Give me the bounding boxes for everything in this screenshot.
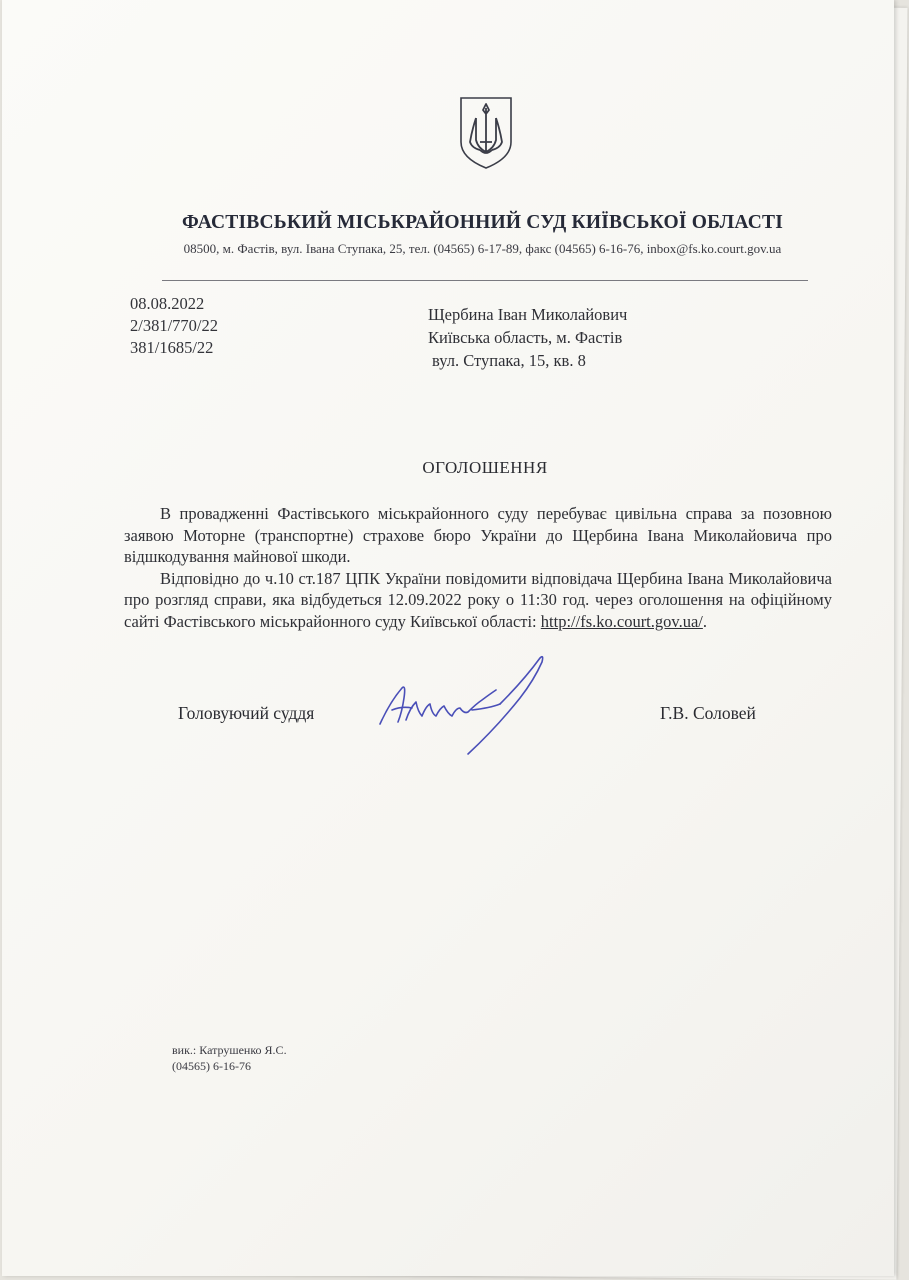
notice-paragraph-2-text: Відповідно до ч.10 ст.187 ЦПК України повідомити відповідача Щербина Івана Миколайовича про розгляд справи, яка відбудеться 12.09.2022 року о 11:30 год. через оголошення на офіційному сайті Фастівського міськрайонного суду Київської області: [124,568,832,631]
recipient-name: Щербина Іван Миколайович [428,305,628,324]
executor-phone: (04565) 6-16-76 [172,1059,251,1073]
recipient-block [428,303,627,372]
header-divider [162,280,808,281]
recipient-address-1: Київська область, м. Фастів [428,328,623,347]
notice-paragraph-2 [124,568,832,633]
notice-body [124,503,832,632]
recipient-address-2: вул. Ступака, 15, кв. 8 [432,351,586,370]
signer-role: Головуючий суддя [178,703,315,723]
notice-paragraph-1: В провадженні Фастівського міськрайонного суду перебуває цивільна справа за позовною заявою Моторне (транспортне) страхове бюро України до Щербина Івана Миколайовича про відшкодування майнової шкоди. [124,504,832,566]
court-website-link[interactable]: http://fs.ko.court.gov.ua/ [540,611,703,631]
document-page [2,0,894,1276]
court-contacts: 08500, м. Фастів, вул. Івана Ступака, 25, тел. (04565) 6-17-89, факс (04565) 6-16-76, inbox@fs.ko.court.gov.ua [183,241,782,256]
document-number-2: 381/1685/22 [130,338,214,357]
trident-icon [458,96,514,170]
handwritten-signature [372,650,547,760]
executor-block [172,1042,287,1074]
document-date: 08.08.2022 [130,294,205,313]
document-meta [130,293,218,359]
notice-title: ОГОЛОШЕННЯ [422,458,548,477]
signer-name: Г.В. Соловей [660,703,756,723]
executor-name: вик.: Катрушенко Я.С. [172,1043,287,1057]
document-number-1: 2/381/770/22 [130,316,219,335]
court-name: ФАСТІВСЬКИЙ МІСЬКРАЙОННИЙ СУД КИЇВСЬКОЇ ОБЛАСТІ [181,212,784,233]
link-suffix: . [702,611,707,631]
